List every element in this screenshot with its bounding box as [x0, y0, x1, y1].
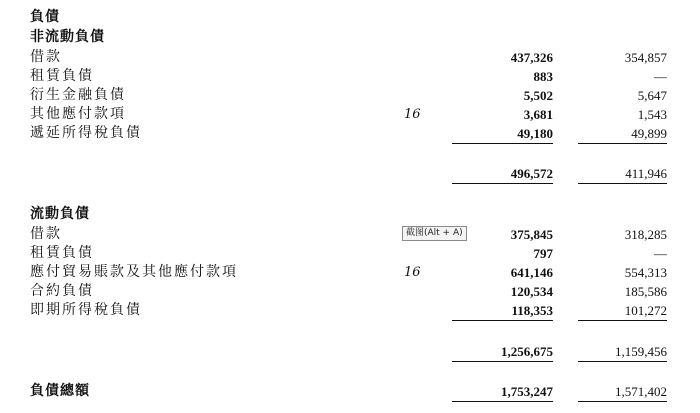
row-label: 借款 — [30, 49, 62, 65]
row-note: 16 — [404, 265, 421, 280]
underline — [452, 143, 553, 144]
heading-row — [0, 8, 700, 27]
table-row — [0, 86, 700, 105]
row-current-value: 437,326 — [510, 50, 553, 65]
row-label: 租賃負債 — [30, 68, 94, 84]
subtotal-current-value: 1,256,675 — [501, 344, 553, 359]
row-current-value: 118,353 — [511, 303, 553, 318]
row-previous-value: 49,899 — [631, 126, 667, 141]
underline — [452, 361, 553, 362]
row-previous-value: 185,586 — [624, 284, 667, 299]
underline — [578, 143, 667, 144]
row-label: 租賃負債 — [30, 245, 94, 261]
current-liabilities-title: 流動負債 — [30, 206, 90, 222]
underline — [452, 320, 553, 321]
underline — [578, 183, 667, 184]
table-row — [0, 124, 700, 143]
row-previous-value: 101,272 — [624, 303, 667, 318]
row-previous-value: 354,857 — [624, 50, 667, 65]
row-previous-value: — — [654, 246, 667, 261]
table-row — [0, 225, 700, 244]
screenshot-tooltip: 截图(Alt + A) — [402, 226, 467, 241]
underline — [578, 401, 667, 402]
total-previous-value: 1,571,402 — [615, 384, 667, 399]
non-current-title-row — [0, 28, 700, 47]
row-current-value: 797 — [533, 246, 553, 261]
underline — [452, 183, 553, 184]
row-current-value: 5,502 — [523, 88, 553, 103]
underline — [578, 320, 667, 321]
underline — [578, 361, 667, 362]
table-row — [0, 301, 700, 320]
non-current-title: 非流動負債 — [30, 29, 105, 45]
row-previous-value: 554,313 — [624, 265, 667, 280]
table-row — [0, 263, 700, 282]
total-current-value: 1,753,247 — [501, 384, 553, 399]
row-label: 借款 — [30, 226, 62, 242]
subtotal-previous-value: 411,946 — [625, 166, 667, 181]
row-label: 其他應付款項 — [30, 106, 126, 122]
current-title-row — [0, 205, 700, 224]
table-row — [0, 48, 700, 67]
row-current-value: 3,681 — [523, 107, 553, 122]
table-row — [0, 244, 700, 263]
row-current-value: 49,180 — [517, 126, 553, 141]
row-label: 合約負債 — [30, 283, 94, 299]
row-previous-value: 318,285 — [624, 227, 667, 242]
table-row — [0, 282, 700, 301]
underline — [452, 401, 553, 402]
row-previous-value: 1,543 — [637, 107, 667, 122]
subtotal-row — [0, 342, 700, 361]
total-row — [0, 382, 700, 401]
row-previous-value: 5,647 — [637, 88, 667, 103]
table-row — [0, 67, 700, 86]
row-label: 應付貿易賬款及其他應付款項 — [30, 264, 238, 280]
row-label: 衍生金融負債 — [30, 87, 126, 103]
subtotal-row — [0, 164, 700, 183]
row-current-value: 883 — [533, 69, 553, 84]
total-label: 負債總額 — [30, 383, 90, 399]
row-note: 16 — [404, 107, 421, 122]
row-previous-value: — — [654, 69, 667, 84]
subtotal-current-value: 496,572 — [510, 166, 553, 181]
row-label: 即期所得稅負債 — [30, 302, 142, 318]
section-heading: 負債 — [30, 9, 60, 25]
table-row — [0, 105, 700, 124]
row-label: 遞延所得稅負債 — [30, 125, 142, 141]
row-current-value: 120,534 — [510, 284, 553, 299]
row-current-value: 375,845 — [510, 227, 553, 242]
subtotal-previous-value: 1,159,456 — [615, 344, 667, 359]
row-current-value: 641,146 — [510, 265, 553, 280]
